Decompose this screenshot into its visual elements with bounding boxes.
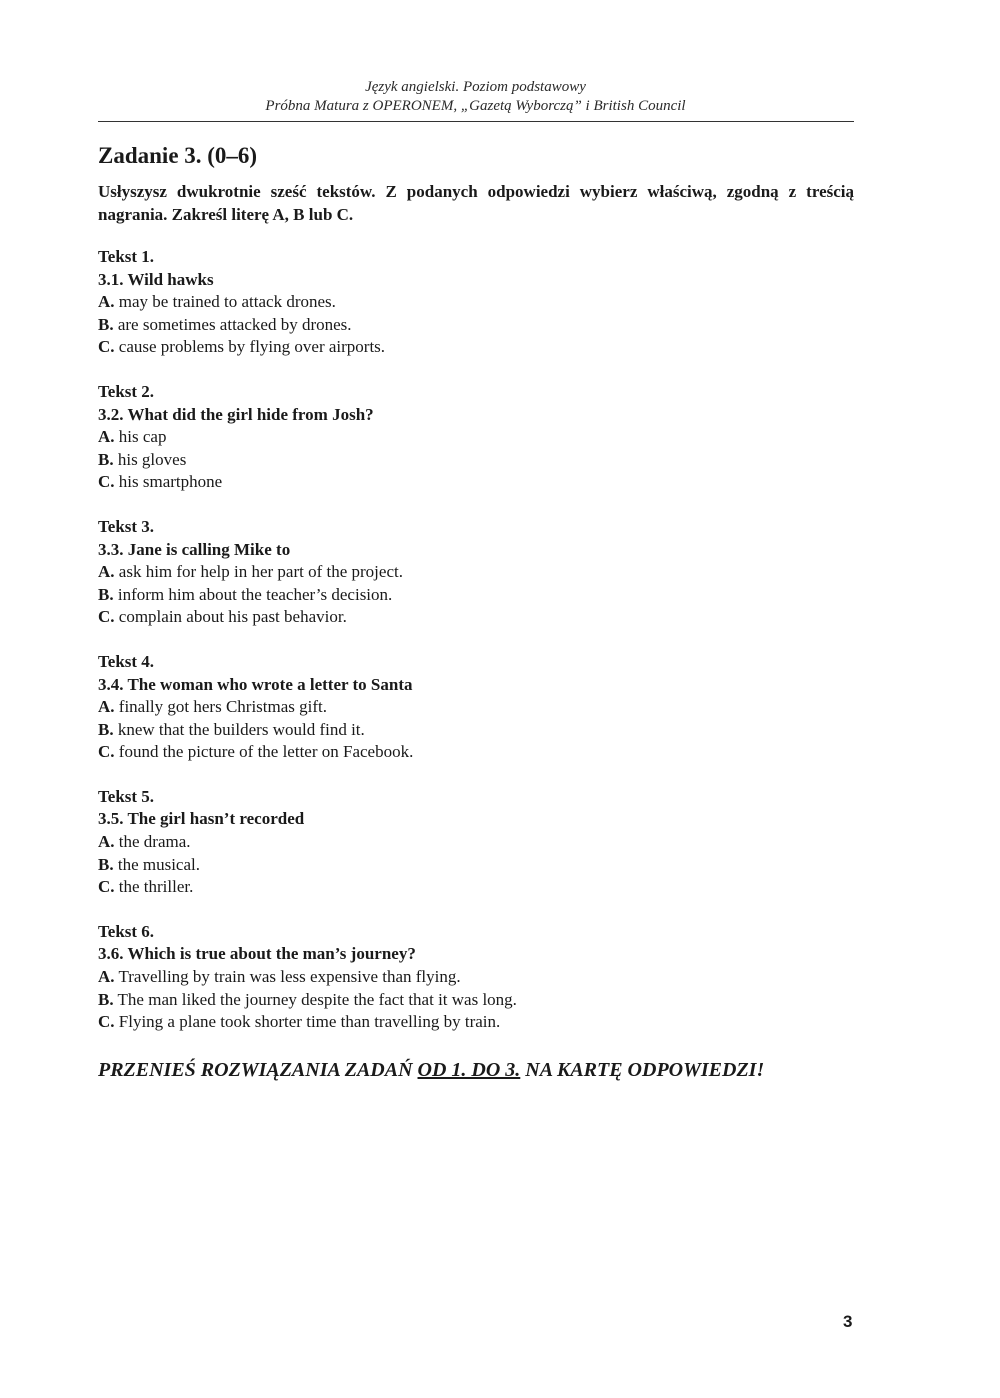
question-stem: 3.6. Which is true about the man’s journey?	[98, 944, 416, 964]
option-text: his gloves	[113, 449, 187, 469]
answer-option-b[interactable]	[98, 719, 854, 742]
option-text: The man liked the journey despite the fact that it was long.	[113, 989, 517, 1009]
option-letter: C.	[98, 337, 115, 357]
option-letter: B.	[98, 449, 114, 469]
option-text: Travelling by train was less expensive than flying.	[114, 967, 461, 987]
text-label: Tekst 2.	[98, 381, 155, 401]
option-letter: A.	[98, 427, 115, 447]
option-letter: B.	[98, 989, 114, 1009]
question-stem: 3.3. Jane is calling Mike to	[98, 539, 291, 559]
answer-option-a[interactable]	[98, 291, 854, 314]
answer-option-c[interactable]	[98, 741, 854, 764]
option-letter: C.	[98, 742, 115, 762]
text-label: Tekst 3.	[98, 516, 155, 536]
option-letter: C.	[98, 877, 115, 897]
questions-list	[98, 246, 854, 1056]
option-letter: B.	[98, 314, 114, 334]
option-letter: A.	[98, 832, 115, 852]
question-stem: 3.5. The girl hasn’t recorded	[98, 809, 305, 829]
transfer-note-start: PRZENIEŚ ROZWIĄZANIA ZADAŃ	[98, 1059, 418, 1081]
header-divider	[98, 121, 854, 122]
option-letter: B.	[98, 584, 114, 604]
header-line-1: Język angielski. Poziom podstawowy	[365, 79, 586, 95]
header-line-2: Próbna Matura z OPERONEM, „Gazetą Wyborczą” i British Council	[265, 98, 686, 114]
option-letter: A.	[98, 967, 115, 987]
task-instruction: Usłyszysz dwukrotnie sześć tekstów. Z podanych odpowiedzi wybierz właściwą, zgodną z treścią nagrania. Zakreśl literę A, B lub C.	[98, 182, 854, 224]
answer-option-b[interactable]	[98, 449, 854, 472]
option-text: the thriller.	[114, 877, 194, 897]
text-block-6	[98, 921, 854, 1034]
option-letter: A.	[98, 562, 115, 582]
option-letter: B.	[98, 719, 114, 739]
option-text: inform him about the teacher’s decision.	[113, 584, 393, 604]
text-block-3	[98, 516, 854, 629]
transfer-note-range: OD 1. DO 3.	[417, 1059, 521, 1081]
answer-option-b[interactable]	[98, 989, 854, 1012]
question-stem: 3.1. Wild hawks	[98, 269, 214, 289]
option-text: are sometimes attacked by drones.	[113, 314, 352, 334]
answer-option-a[interactable]	[98, 426, 854, 449]
answer-option-a[interactable]	[98, 696, 854, 719]
text-label: Tekst 1.	[98, 247, 155, 266]
question-stem: 3.2. What did the girl hide from Josh?	[98, 404, 374, 424]
option-text: the musical.	[113, 854, 200, 874]
answer-option-c[interactable]	[98, 1011, 854, 1034]
option-letter: C.	[98, 1012, 115, 1032]
running-header	[98, 78, 853, 116]
option-text: his smartphone	[114, 472, 223, 492]
answer-option-c[interactable]	[98, 606, 854, 629]
answer-option-b[interactable]	[98, 854, 854, 877]
answer-option-a[interactable]	[98, 561, 854, 584]
option-text: knew that the builders would find it.	[113, 719, 365, 739]
text-label: Tekst 4.	[98, 651, 155, 671]
answer-option-a[interactable]	[98, 831, 854, 854]
option-text: complain about his past behavior.	[114, 607, 347, 627]
text-label: Tekst 5.	[98, 786, 155, 806]
answer-option-b[interactable]	[98, 314, 854, 337]
text-label: Tekst 6.	[98, 921, 155, 941]
text-block-5	[98, 786, 854, 899]
option-letter: B.	[98, 854, 114, 874]
task-title: Zadanie 3. (0–6)	[98, 143, 258, 168]
option-text: the drama.	[114, 832, 191, 852]
text-block-1	[98, 246, 854, 359]
option-text: finally got hers Christmas gift.	[114, 697, 328, 717]
option-text: found the picture of the letter on Facebook.	[114, 742, 414, 762]
question-stem: 3.4. The woman who wrote a letter to Santa	[98, 674, 413, 694]
option-letter: C.	[98, 472, 115, 492]
answer-option-b[interactable]	[98, 584, 854, 607]
text-block-2	[98, 381, 854, 494]
option-letter: A.	[98, 697, 115, 717]
option-letter: A.	[98, 292, 115, 312]
answer-option-c[interactable]	[98, 336, 854, 359]
transfer-note-end: NA KARTĘ ODPOWIEDZI!	[520, 1059, 765, 1081]
option-text: may be trained to attack drones.	[114, 292, 336, 312]
option-text: Flying a plane took shorter time than travelling by train.	[114, 1012, 501, 1032]
page-number: 3	[843, 1312, 853, 1331]
answer-option-c[interactable]	[98, 471, 854, 494]
answer-option-c[interactable]	[98, 876, 854, 899]
answer-option-a[interactable]	[98, 966, 854, 989]
text-block-4	[98, 651, 854, 764]
option-text: cause problems by flying over airports.	[114, 337, 386, 357]
option-text: ask him for help in her part of the project.	[114, 562, 403, 582]
transfer-answers-note	[98, 1056, 764, 1084]
option-text: his cap	[114, 427, 167, 447]
option-letter: C.	[98, 607, 115, 627]
